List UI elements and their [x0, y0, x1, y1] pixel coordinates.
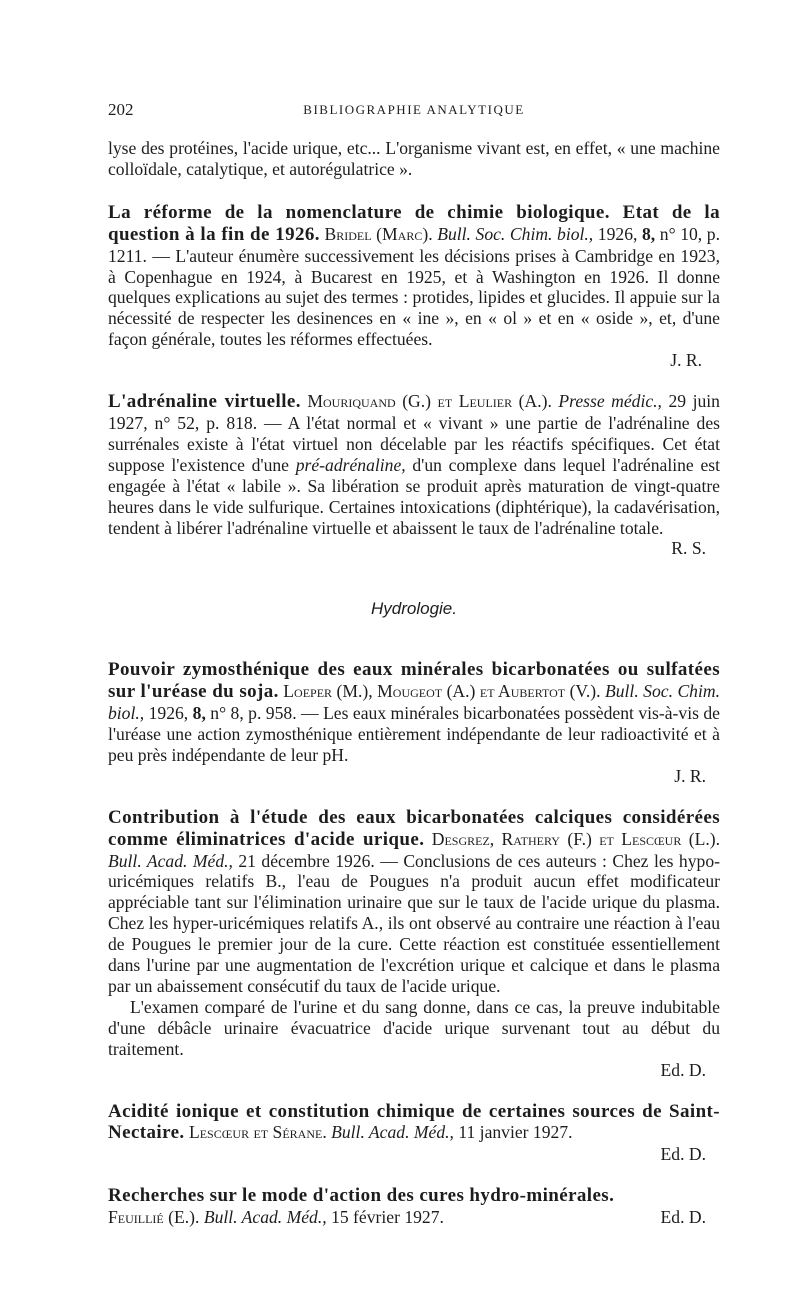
entry-authors: Mouriquand (G.) et Leulier (A.). — [307, 391, 552, 412]
entry-signature: J. R. — [670, 350, 702, 371]
running-head: BIBLIOGRAPHIE ANALYTIQUE — [303, 102, 525, 117]
entry-title: L'adrénaline virtuelle. — [108, 391, 301, 413]
entry-abstract: n° 8, p. 958. — Les eaux minérales bicarbonatées possèdent vis-à-vis de l'uréase une action zymosthénique entièrement indépendante de leur radioactivité et à peu près indépendante de leur pH. — [108, 703, 720, 765]
entry-paragraph-2: L'examen comparé de l'urine et du sang donne, dans ce cas, la preuve indubitable d'une débâcle urinaire évacuatrice d'acide urique survenant tout au début du traitement. — [108, 996, 720, 1059]
entry-authors: Bridel (Marc). — [324, 223, 433, 244]
entry-journal: Bull. Acad. Méd., — [331, 1122, 454, 1143]
entry-saint-nectaire — [108, 1101, 720, 1166]
intro-paragraph: lyse des protéines, l'acide urique, etc... L'organisme vivant est, en effet, « une machine colloïdale, catalytique, et autorégulatrice ». — [108, 138, 720, 179]
entry-year: 1926, — [597, 223, 638, 244]
entry-volume: 8, — [192, 703, 206, 724]
entry-signature: Ed. D. — [660, 1207, 706, 1228]
entry-abstract: 21 décembre 1926. — Conclusions de ces auteurs : Chez les hypo-uricémiques relatifs B., l'eau de Pougues n'a produit aucun effet modificateur appréciable tant sur l'élimination urinaire que sur le taux de l'acide urique du plasma. Chez les hyper-uricémiques relatifs A., ils ont observé au contraire une réaction à l'eau de Pougues le premier jour de la cure. Cette réaction est constituée essentiellement dans l'urine par une augmentation de l'excrétion urique et calcique et dans le plasma par un abaissement consécutif du taux de l'acide urique. — [108, 850, 720, 996]
entry-title: Contribution à l'étude des eaux bicarbonatées calciques considérées comme éliminatrices d'acide urique. — [108, 806, 720, 850]
page-header — [108, 100, 720, 126]
entry-journal: Bull. Acad. Méd., — [203, 1207, 327, 1228]
entry-journal: Bull. Acad. Méd., — [108, 850, 233, 871]
entry-authors: Desgrez, Rathery (F.) et Lescœur (L.). — [431, 828, 720, 849]
entry-adrenaline — [108, 391, 720, 559]
entry-authors: Feuillié (E.). — [108, 1207, 200, 1228]
entry-date: 11 janvier 1927. — [458, 1122, 573, 1143]
entry-cures-hydro-minerales — [108, 1185, 720, 1228]
entry-signature: J. R. — [674, 765, 706, 786]
entry-journal: Presse médic., — [558, 391, 662, 412]
entry-abstract-continued: d'un complexe dans lequel l'adrénaline est engagée à l'état « labile ». Sa libération se produit après maturation de vingt-quatre heures dans le vide sulfurique. Certaines intoxications (diphtérique), la cadavérisation, tendent à libérer l'adrénaline virtuelle et abaissent le taux de l'adrénaline totale. — [108, 454, 720, 538]
entry-title: Pouvoir zymosthénique des eaux minérales bicarbonatées ou sulfatées sur l'uréase du soja. — [108, 659, 720, 703]
entry-journal: Bull. Soc. Chim. biol., — [437, 223, 594, 244]
entry-journal: Bull. Soc. Chim. biol., — [108, 681, 720, 724]
entry-zymosthenique — [108, 659, 720, 786]
entry-signature: Ed. D. — [660, 1144, 706, 1165]
entry-title: La réforme de la nomenclature de chimie biologique. Etat de la question à la fin de 1926. — [108, 201, 720, 245]
entry-authors: Loeper (M.), Mougeot (A.) et Aubertot (V.). — [283, 681, 601, 702]
entry-abstract: n° 10, p. 1211. — L'auteur énumère successivement les décisions prises à Cambridge en 1923, à Copenhague en 1924, à Bucarest en 1925, et à Washington en 1926. Il donne quelques explications au sujet des termes : protides, lipides et glucides. Il appuie sur la nécessité de respecter les desinences en « ine », en « ol » et en « oside », et, d'une façon générale, toutes les réformes effectuées. — [108, 223, 720, 350]
entry-nomenclature — [108, 202, 720, 371]
page-body — [108, 138, 720, 1228]
entry-italic-term: pré-adrénaline, — [295, 454, 406, 475]
page-number: 202 — [108, 100, 134, 119]
entry-signature: R. S. — [671, 538, 706, 559]
entry-signature: Ed. D. — [660, 1059, 706, 1080]
entry-date: 15 février 1927. — [331, 1207, 444, 1228]
entry-abstract: 29 juin 1927, n° 52, p. 818. — A l'état normal et « vivant » une partie de l'adrénaline des surrénales existe à l'état virtuel non décelable par les réactifs spécifiques. Cet état suppose l'existence d'une — [108, 391, 720, 475]
entry-bicarbonatees-calciques — [108, 807, 720, 1081]
entry-year: 1926, — [148, 703, 189, 724]
section-title: Hydrologie. — [371, 599, 457, 619]
entry-title: Recherches sur le mode d'action des cures hydro-minérales. — [108, 1185, 615, 1207]
entry-authors: Lescœur et Sérane. — [188, 1122, 327, 1143]
entry-title: Acidité ionique et constitution chimique de certaines sources de Saint-Nectaire. — [108, 1100, 720, 1144]
entry-volume: 8, — [641, 223, 656, 244]
